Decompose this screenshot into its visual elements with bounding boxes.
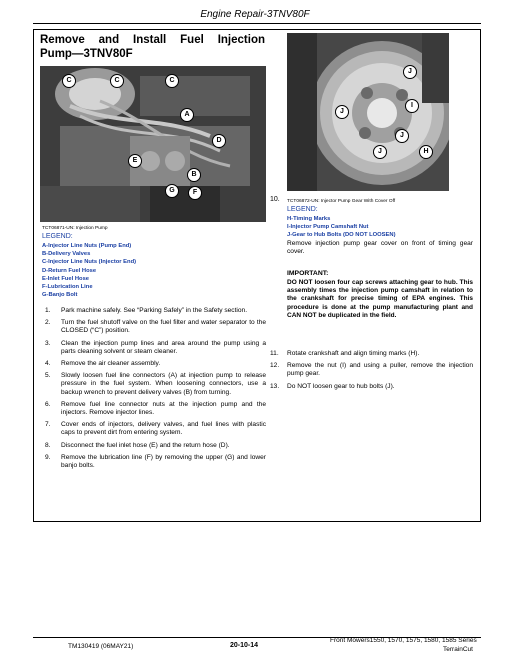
callout-c-3: C (165, 74, 179, 88)
step-item (45, 360, 266, 368)
callout-j-4: J (373, 145, 387, 159)
step-text: Clean the injection pump lines and area around the pump using a parts cleaning solvent or steam cleaner. (61, 339, 266, 355)
step-text: Cover ends of injectors, delivery valves, and fuel lines with plastic caps to prevent dirt from entering system. (61, 421, 266, 437)
step-10-number: 10. (270, 196, 280, 203)
legend-item: F-Lubrication Line (42, 284, 93, 291)
step-item (45, 340, 266, 356)
step-number: 7. (45, 421, 51, 429)
legend-item: G-Banjo Bolt (42, 292, 78, 299)
step-text: Remove fuel line connector nuts at the injection pump and the injectors. Remove injector lines. (61, 400, 266, 417)
callout-i: I (405, 99, 419, 113)
step-item (45, 372, 266, 397)
injection-pump-illustration (40, 66, 266, 222)
step-number: 9. (45, 453, 51, 461)
step-text: Remove the lubrication line (F) by removing the upper (G) and lower banjo bolts. (61, 453, 266, 470)
step-item (45, 454, 266, 470)
step-number: 12. (270, 362, 280, 370)
footer-models: Front Mowers1550, 1570, 1575, 1580, 1585 Series (330, 637, 477, 644)
callout-c-2: C (110, 74, 124, 88)
section-title (40, 33, 265, 61)
footer-brand: TerrainCut (443, 646, 473, 653)
step-number: 4. (45, 360, 51, 368)
injector-pump-gear-photo (287, 33, 449, 191)
step-text: Remove the air cleaner assembly. (61, 360, 161, 368)
callout-h: H (419, 145, 433, 159)
step-text: Disconnect the fuel inlet hose (E) and the return hose (D). (61, 441, 230, 449)
figure1-legend (42, 242, 136, 299)
callout-e: E (128, 154, 142, 168)
legend-item: A-Injector Line Nuts (Pump End) (42, 243, 132, 249)
figure1-legend-heading: LEGEND: (42, 233, 73, 240)
figure2-legend (287, 215, 396, 240)
step-number: 3. (45, 339, 51, 347)
footer-page-number: 20-10-14 (230, 642, 259, 649)
step-10-text: Remove injection pump gear cover on front of timing gear cover. (287, 240, 473, 256)
step-item (45, 442, 266, 450)
callout-j-2: J (335, 105, 349, 119)
step-item (45, 421, 266, 437)
step-item (45, 319, 266, 335)
pump-gear-illustration (287, 33, 449, 191)
figure2-caption: TCT06872-UN: Injector Pump Gear With Cover Off (287, 199, 396, 204)
injection-pump-photo (40, 66, 266, 222)
callout-g: G (165, 184, 179, 198)
step-text: Do NOT loosen gear to hub bolts (J). (287, 382, 395, 390)
step-item (45, 307, 266, 315)
footer-doc-id: TM130419 (06MAY21) (68, 643, 134, 650)
figure1-caption: TCT06871-UN: Injection Pump (42, 226, 108, 231)
step-text: Turn the fuel shutoff valve on the fuel filter and water separator to the CLOSED (“C”) position. (61, 319, 266, 335)
figure2-legend-heading: LEGEND: (287, 206, 318, 213)
step-number: 2. (45, 319, 51, 327)
important-heading: IMPORTANT: (287, 270, 329, 277)
callout-f: F (188, 186, 202, 200)
legend-item: C-Injector Line Nuts (Injector End) (42, 259, 137, 266)
step-text: Remove the nut (I) and using a puller, remove the injection pump gear. (287, 362, 473, 378)
callout-a: A (180, 108, 194, 122)
step-number: 6. (45, 400, 51, 408)
callout-d: D (212, 134, 226, 148)
steps-right (270, 350, 473, 395)
step-number: 11. (270, 350, 279, 357)
step-text: Park machine safely. See “Parking Safely” in the Safety section. (61, 307, 248, 314)
legend-item: D-Return Fuel Hose (42, 267, 97, 274)
page-header: Engine Repair-3TNV80F (200, 9, 310, 20)
step-text: Slowly loosen fuel line connectors (A) at injection pump to release pressure in the fuel system. When loosening connectors, use a backup wrench to prevent delivery valves (B) from turning. (61, 372, 266, 396)
step-number: 13. (270, 382, 280, 390)
section-title-line1: Remove and Install Fuel Injection (40, 34, 265, 46)
step-item (45, 401, 266, 417)
legend-item: E-Inlet Fuel Hose (42, 275, 90, 282)
step-item (270, 350, 473, 358)
legend-item: J-Gear to Hub Bolts (DO NOT LOOSEN) (287, 232, 396, 239)
step-number: 5. (45, 372, 51, 380)
step-item (270, 383, 473, 391)
step-number: 1. (45, 307, 51, 314)
callout-j-1: J (403, 65, 417, 79)
legend-item: B-Delivery Valves (42, 251, 91, 258)
section-title-line2: Pump—3TNV80F (40, 48, 133, 60)
header-rule (33, 23, 481, 24)
step-number: 8. (45, 441, 51, 449)
step-item (270, 362, 473, 378)
step-text: Rotate crankshaft and align timing marks (H). (287, 350, 420, 357)
callout-j-3: J (395, 129, 409, 143)
callout-b: B (187, 168, 201, 182)
legend-item: I-Injector Pump Camshaft Nut (287, 224, 369, 231)
steps-left (45, 307, 266, 474)
callout-c-1: C (62, 74, 76, 88)
important-text: DO NOT loosen four cap screws attaching gear to hub. This assembly times the injection pump camshaft in relation to the crankshaft for precise timing of EPA engines. This procedure is done at the pump manufacturing plant and CAN NOT be duplicated in the field. (287, 279, 473, 319)
legend-item: H-Timing Marks (287, 216, 331, 222)
